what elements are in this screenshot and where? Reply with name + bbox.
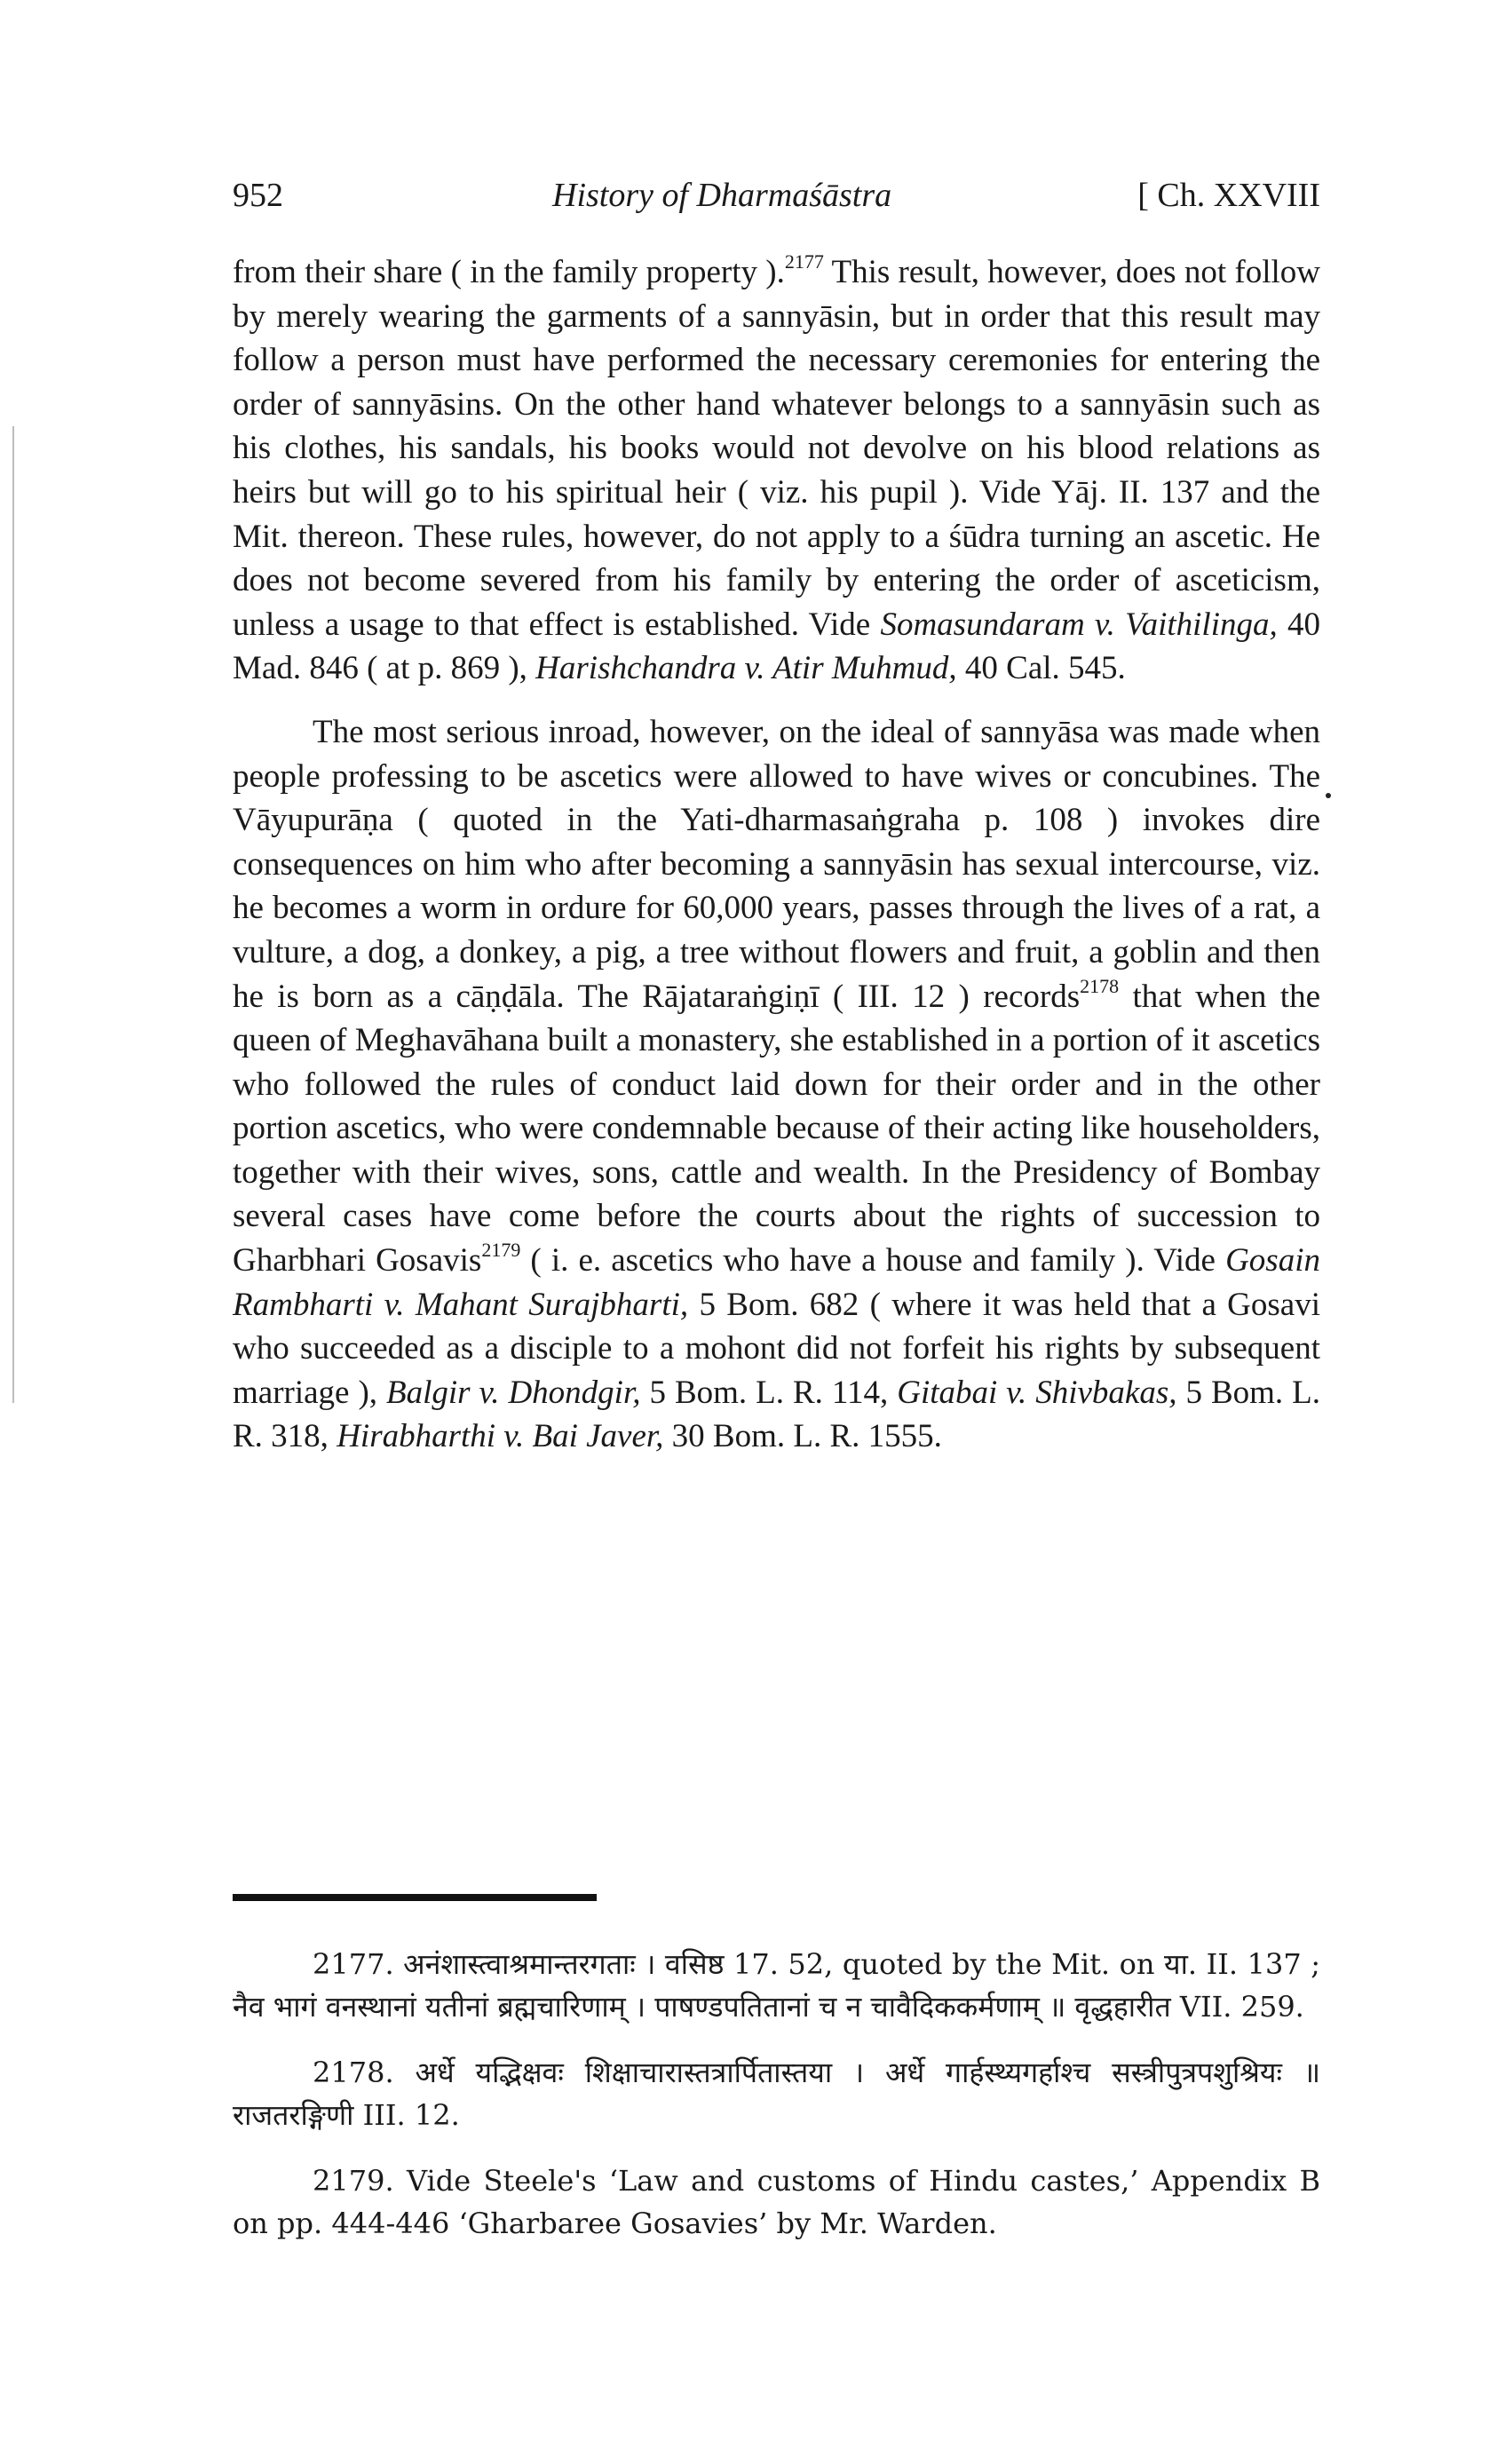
footnote-ref-2178[interactable]: 2178 [1080, 974, 1120, 997]
footnote-2179 [233, 2159, 1320, 2245]
case-citation: Balgir v. Dhondgir, [386, 1374, 641, 1411]
case-citation: Hirabharthi v. Bai Javer, [337, 1418, 664, 1455]
case-citation: Somasundaram v. Vaithilinga, [880, 606, 1278, 643]
footnote-number: 2178. [313, 2056, 394, 2089]
case-citation: Harishchandra v. Atir Muhmud, [535, 650, 957, 687]
footnote-ref-2179[interactable]: 2179 [481, 1239, 521, 1262]
page-header [233, 176, 1320, 229]
text-run: 5 Bom. 682 ( where it was held that a Gosavi who succeeded as a disciple to a mohont did not forfeit his rights by subsequent marriage ), [233, 1286, 1320, 1411]
footnotes [233, 1943, 1320, 2268]
case-citation: Gosain Rambharti v. Mahant Surajbharti, [233, 1242, 1320, 1323]
main-text [233, 250, 1320, 1459]
footnote-number: 2179. [313, 2164, 394, 2198]
margin-mark [1326, 793, 1331, 798]
paragraph-1 [233, 250, 1320, 691]
footnote-number: 2177. [313, 1947, 394, 1981]
footnote-2178 [233, 2051, 1320, 2136]
footnote-text: अनंशास्त्वाश्रमान्तरगताः । वसिष्ठ 17. 52, quoted by the Mit. on या. II. 137 ; नैव भागं वनस्थानां यतीनां ब्रह्मचारिणाम् । पाषण्डपतितानां च न चावैदिककर्मणाम् ॥ वृद्धहारीत VII. 259. [233, 1947, 1321, 2024]
text-run: 5 Bom. L. R. 114, [640, 1374, 898, 1411]
running-title: History of Dharmaśāstra [552, 177, 892, 214]
text-run: that when the queen of Meghavāhana built a monastery, she established in a portion of it ascetics who followed the rules of conduct laid down for their order and in the other portion ascetics, who were condemnable because of their acting like householders, together with their wives, sons, cattle and wealth. In the Presidency of Bombay several cases have come before the courts about the rights of succession to Gharbhari Gosavis [233, 978, 1320, 1280]
footnote-ref-2177[interactable]: 2177 [784, 250, 824, 273]
case-citation: Gitabai v. Shivbakas, [897, 1374, 1177, 1411]
text-run: 5 Bom. L. R. 318, [233, 1374, 1321, 1455]
footnote-text: Vide Steele's ‘Law and customs of Hindu castes,’ Appendix B on pp. 444-446 ‘Gharbaree Gosavies’ by Mr. Warden. [233, 2164, 1321, 2240]
page-number: 952 [233, 177, 283, 214]
footnote-2177 [233, 1943, 1320, 2028]
text-run: This result, however, does not follow by merely wearing the garments of a sannyāsin, but in order that this result may follow a person must have performed the necessary ceremonies for entering the order of sannyāsins. On the other hand whatever belongs to a sannyāsin such as his clothes, his sandals, his books would not devolve on his blood relations as heirs but will go to his spiritual heir ( viz. his pupil ). Vide Yāj. II. 137 and the Mit. thereon. These rules, however, do not apply to a śūdra turning an ascetic. He does not become severed from his family by entering the order of asceticism, unless a usage to that effect is established. Vide [233, 254, 1321, 643]
text-run: from their share ( in the family property ). [233, 254, 785, 290]
text-run: 30 Bom. L. R. 1555. [663, 1418, 942, 1455]
scan-edge-line [12, 426, 14, 1403]
text-run: 40 Cal. 545. [956, 650, 1126, 687]
text-run: 40 Mad. 846 ( at p. 869 ), [233, 606, 1320, 687]
text-run: The most serious inroad, however, on the ideal of sannyāsa was made when people professing to be ascetics were allowed to have wives or concubines. The Vāyupurāṇa ( quoted in the Yati-dharmasaṅgraha p. 108 ) invokes dire consequences on him who after becoming a sannyāsin has sexual intercourse, viz. he becomes a worm in ordure for 60,000 years, passes through the lives of a rat, a vulture, a dog, a donkey, a pig, a tree without flowers and fruit, a goblin and then he is born as a cāṇḍāla. The Rājataraṅgiṇī ( III. 12 ) records [233, 713, 1320, 1015]
text-run: ( i. e. ascetics who have a house and family ). Vide [520, 1242, 1226, 1280]
paragraph-2 [233, 710, 1320, 1459]
footnote-text: अर्धे यद्भिक्षवः शिक्षाचारास्तत्रार्पितास्तया । अर्धे गार्हस्थ्यगर्हाश्च सस्त्रीपुत्रपशुश्रियः ॥ राजतरङ्गिणी III. 12. [233, 2056, 1320, 2132]
footnote-separator [233, 1894, 597, 1901]
chapter-reference: [ Ch. XXVIII [1137, 177, 1320, 214]
